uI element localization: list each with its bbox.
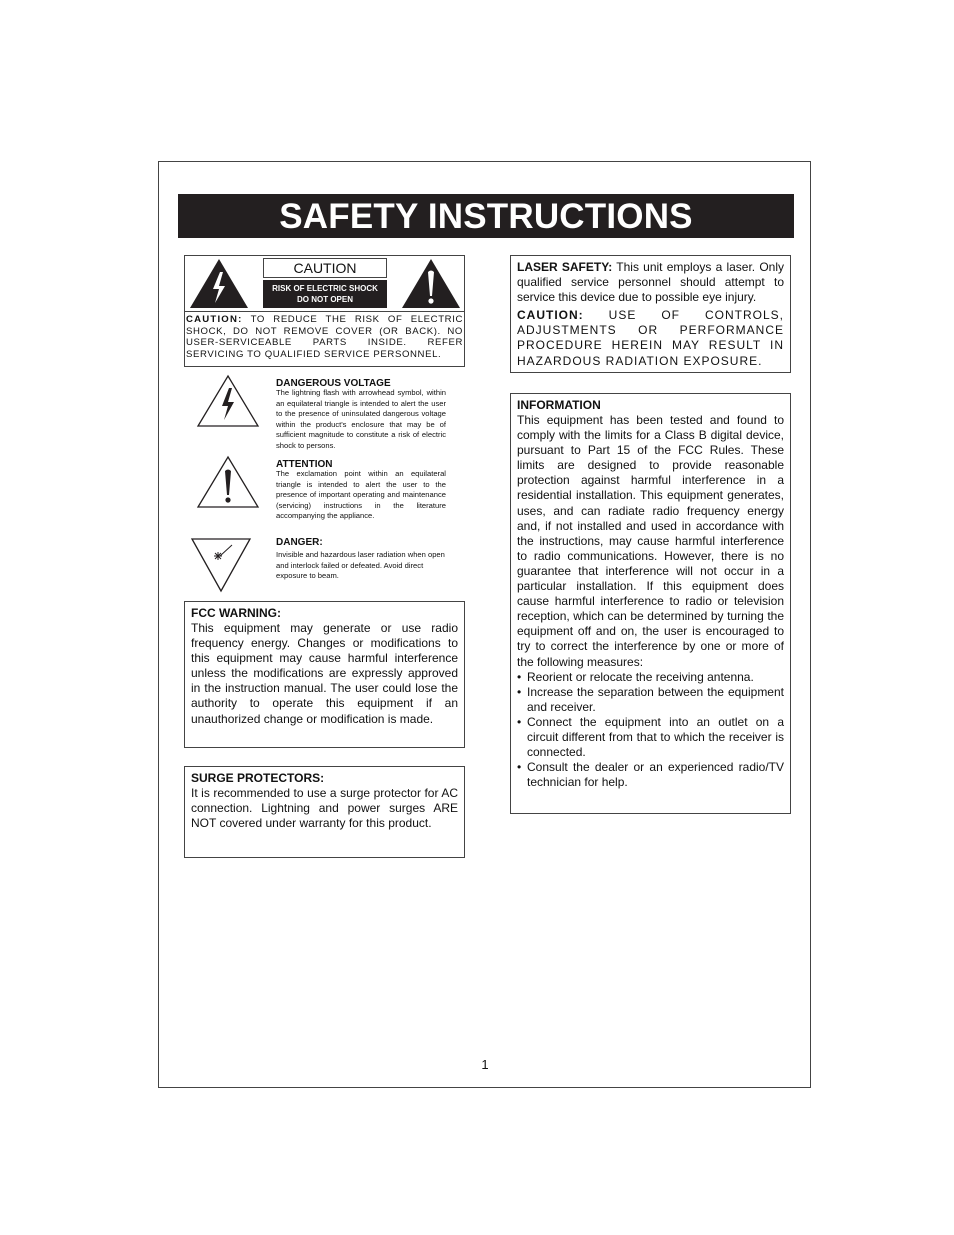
- laser-danger-icon: [190, 537, 252, 593]
- caution-note-prefix: CAUTION:: [186, 314, 243, 325]
- fcc-warning-text: This equipment may generate or use radio frequency energy. Changes or modifications to this equipment may cause harmful interference unless the modifications are expressly approved in the instruction manual. The user could lose the authority to operate this equipment if an unauthorized change or modification is made.: [191, 621, 458, 726]
- information-text: This equipment has been tested and found to comply with the limits for a Class B digital device, pursuant to Part 15 of the FCC Rules. These limits are designed to provide reasonable protection against harmful interference in a residential installation. This equipment generates, uses, and can radiate radio frequency energy and, if not installed and used in accordance with the instructions, may cause harmful interference to radio communications. However, there is no guarantee that interference will not occur in a particular installation. If this equipment does cause harmful interference to radio or television reception, which can be determined by turning the equipment off and on, the user is encouraged to try to correct the interference by one or more of the following measures:: [517, 413, 784, 669]
- laser-safety-text: This unit employs a laser. Only qualified service personnel should attempt to service this device due to possible eye injury.: [517, 260, 784, 305]
- exclamation-triangle-icon: [401, 258, 461, 308]
- information-measures-list: [517, 670, 784, 791]
- laser-safety-title: LASER SAFETY:: [517, 260, 613, 274]
- surge-protectors-text: It is recommended to use a surge protector for AC connection. Lightning and power surges ARE NOT covered under warranty for this product.: [191, 786, 458, 831]
- dangerous-voltage-icon: [195, 373, 261, 429]
- caution-note-text: TO REDUCE THE RISK OF ELECTRIC SHOCK, DO NOT REMOVE COVER (OR BACK). NO USER-SERVICEABLE PARTS INSIDE. REFER SERVICING TO QUALIFIED SERVICE PERSONNEL.: [186, 314, 463, 360]
- list-item: • Increase the separation between the equipment and receiver.: [517, 685, 784, 715]
- shock-line-1: RISK OF ELECTRIC SHOCK: [272, 284, 378, 293]
- danger-text: Invisible and hazardous laser radiation when open and interlock failed or defeated. Avoid direct exposure to beam.: [276, 550, 445, 580]
- page-title: SAFETY INSTRUCTIONS: [178, 194, 794, 238]
- surge-protectors-box: [184, 766, 465, 858]
- dangerous-voltage-title: DANGEROUS VOLTAGE: [276, 378, 391, 389]
- attention-text: The exclamation point within an equilateral triangle is intended to alert the user to the presence of important operating and maintenance (servicing) instructions in the literature accompanying the appliance.: [276, 469, 446, 520]
- laser-caution-text: USE OF CONTROLS, ADJUSTMENTS OR PERFORMANCE PROCEDURE HEREIN MAY RESULT IN HAZARDOUS RADIATION EXPOSURE.: [517, 308, 784, 368]
- fcc-warning-box: [184, 601, 465, 748]
- attention-title: ATTENTION: [276, 459, 333, 470]
- laser-caution-title: CAUTION:: [517, 308, 584, 323]
- shock-warning-label: [263, 280, 387, 308]
- caution-panel: [184, 255, 465, 367]
- laser-caution-paragraph: [517, 308, 784, 368]
- surge-protectors-title: SURGE PROTECTORS:: [191, 771, 325, 785]
- attention-icon: [195, 454, 261, 510]
- information-box: [510, 393, 791, 814]
- information-title: INFORMATION: [517, 398, 601, 412]
- page-number: 1: [481, 1057, 489, 1072]
- list-item: • Reorient or relocate the receiving antenna.: [517, 670, 784, 685]
- caution-note: [186, 314, 463, 360]
- list-item: • Connect the equipment into an outlet on a circuit different from that to which the receiver is connected.: [517, 715, 784, 760]
- list-item: • Consult the dealer or an experienced radio/TV technician for help.: [517, 760, 784, 790]
- shock-line-2: DO NOT OPEN: [296, 295, 353, 304]
- dangerous-voltage-text: The lightning flash with arrowhead symbol, within an equilateral triangle is intended to alert the user to the presence of uninsulated dangerous voltage within the product's enclosure that may be of sufficient magnitude to constitute a risk of electric shock to persons.: [276, 388, 446, 450]
- lightning-triangle-icon: [189, 258, 249, 308]
- caution-panel-header: [185, 256, 464, 312]
- fcc-warning-title: FCC WARNING:: [191, 606, 281, 620]
- danger-title: DANGER:: [276, 537, 323, 548]
- laser-safety-box: [510, 255, 791, 373]
- caution-label: CAUTION: [263, 258, 387, 278]
- laser-safety-paragraph: [517, 260, 784, 305]
